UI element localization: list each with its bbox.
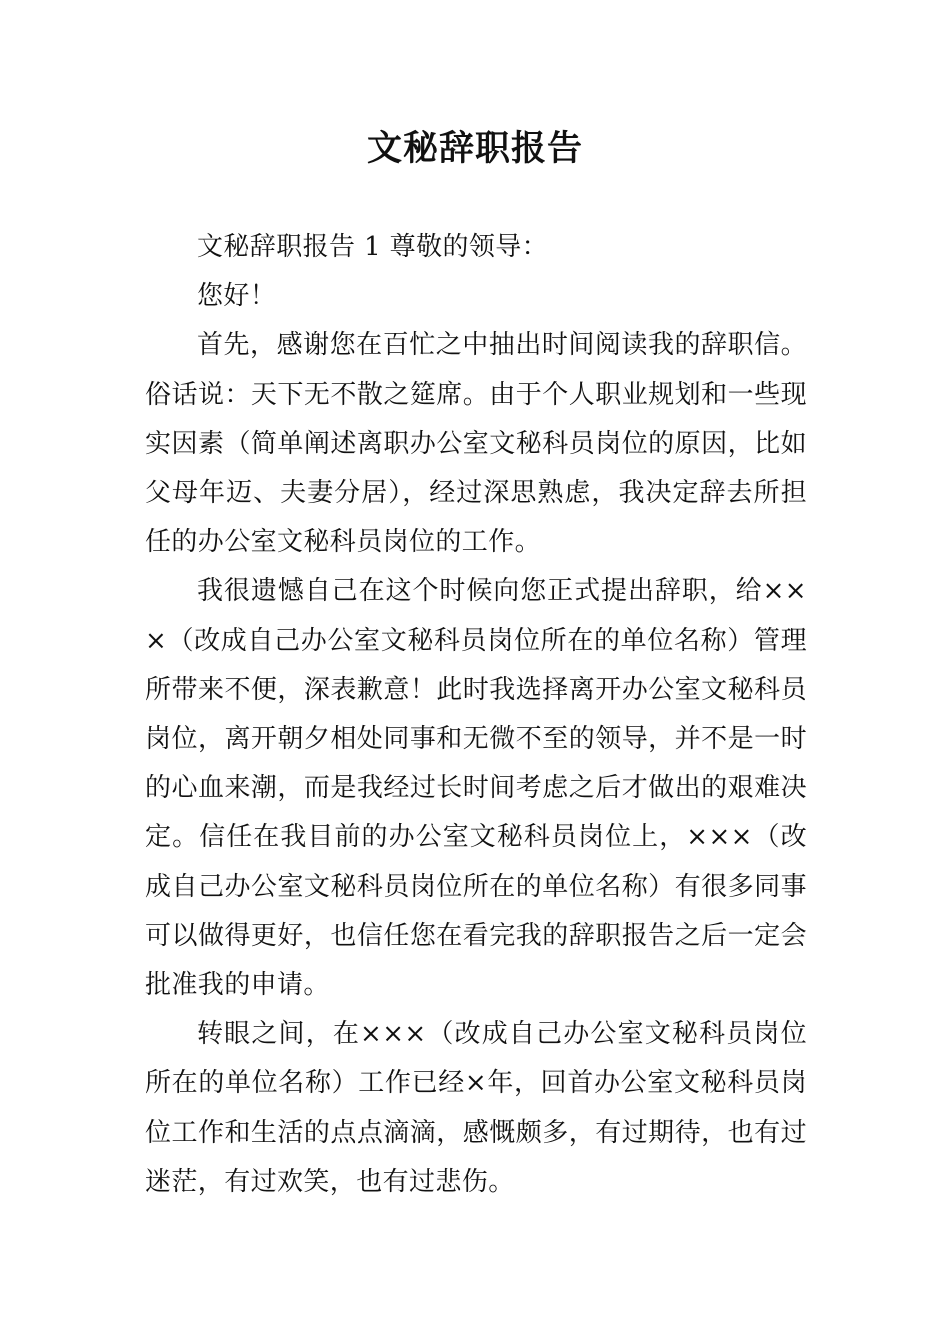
- paragraph-greeting-heading: 文秘辞职报告 1 尊敬的领导：: [197, 232, 549, 262]
- paragraph-intro: 首先，感谢您在百忙之中抽出时间阅读我的辞职信。俗话说：天下无不散之筵席。由于个人职业规划和一些现实因素（简单阐述离职办公室文秘科员岗位的原因，比如父母年迈、夫妻分居），经过深思熟虑，我决定辞去所担任的办公室文秘科员岗位的工作。: [145, 330, 807, 558]
- paragraph-reflection: 转眼之间，在×××（改成自己办公室文秘科员岗位所在的单位名称）工作已经×年，回首办公室文秘科员岗位工作和生活的点点滴滴，感慨颇多，有过期待，也有过迷茫，有过欢笑，也有过悲伤。: [145, 1019, 807, 1197]
- document-body: [145, 223, 807, 1207]
- paragraph-apology: 我很遗憾自己在这个时候向您正式提出辞职，给×××（改成自己办公室文秘科员岗位所在的单位名称）管理所带来不便，深表歉意！此时我选择离开办公室文秘科员岗位，离开朝夕相处同事和无微不至的领导，并不是一时的心血来潮，而是我经过长时间考虑之后才做出的艰难决定。信任在我目前的办公室文秘科员岗位上，×××（改成自己办公室文秘科员岗位所在的单位名称）有很多同事可以做得更好，也信任您在看完我的辞职报告之后一定会批准我的申请。: [145, 576, 807, 1001]
- document-title: 文秘辞职报告: [366, 128, 583, 169]
- paragraph-salutation: 您好！: [197, 281, 277, 312]
